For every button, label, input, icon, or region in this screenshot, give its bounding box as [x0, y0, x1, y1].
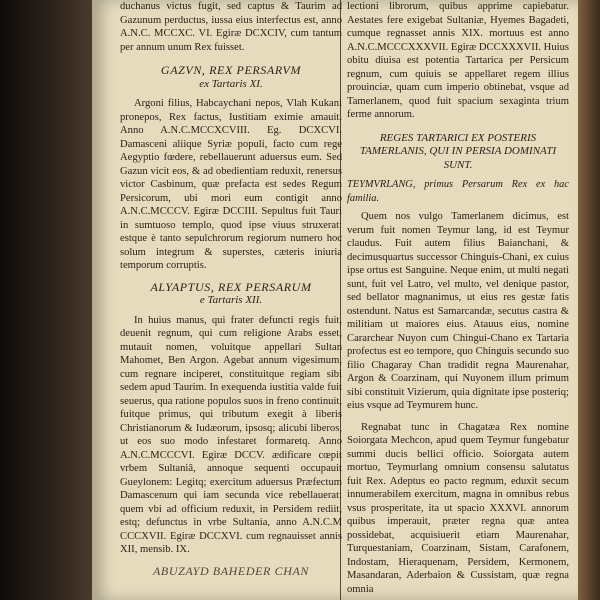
left-opening-text: duchanus victus fugit, sed captus & Taurim ad Gazunum perductus, iussa eius interfectus est, anno A.N.C. MCCXC. VI. Egiræ DCXCIV, cum tantum per annum unum Rex fuisset. [120, 1, 342, 53]
page-edge [578, 0, 600, 600]
subsection-title-teymurlang: TEYMVRLANG, primus Persarum Rex ex hac familia. [347, 179, 569, 204]
section-heading-alyaptus: ALYAPTUS, REX PERSARUM [150, 279, 312, 294]
section-subheading-gazun: ex Tartaris XI. [199, 77, 263, 90]
book-page [92, 0, 578, 600]
right-column [347, 0, 569, 600]
paragraph-teymurlang-2: Regnabat tunc in Chagatæa Rex nomine Soiorgata Mechcon, apud quem Teymur fungebatur summi ducis bellici officio. Soiorgata autem mortuo, Teymurlang omnium consensu salutatus fuit Rex. Adeptus eo pacto regnum, eduxit secum innumerabilem exercitum, magna in omnibus rebus vsus prosperitate, ita ut spacio XXXVI. annorum quibus imperauit, præter regna quæ antea possidebat, acquisiuerit etiam Maurenahar, Turquestaniam, Coarzinam, Sistam, Carafonem, Indostam, Hieraquenam, Persidem, Kermonem, Masandaran, Aderbaion & Cussistam, quæ regna omnia [347, 421, 569, 595]
section-heading-gazun: GAZVN, REX PERSARVM [160, 63, 302, 77]
section-subheading-alyaptus: e Tartaris XII. [199, 294, 263, 306]
right-opening-text: lectioni librorum, quibus apprime capiebatur. Aestates fere exigebat Sultaniæ, Hyemes Bagadeti, cumque regnasset annis XIX. mortuus est anno A.N.C.MCCCXXXVII. Egiræ DCCXXXVII. Huius obitu diuisa est potentia Tartarica per Persicum regnum, cum quiuis se appellaret regem illius prouinciæ, quam cum imperio obtinebat, vsque ad Tamerlanem, quod fuit spacium sexaginta trium ferme annorum. [347, 1, 569, 120]
partial-heading-abuzayd: ABUZAYD BAHEDER CHAN [153, 563, 309, 578]
section-heading-reges-tartarici: REGES TARTARICI EX POSTERIS TAMERLANIS, QUI IN PERSIA DOMINATI SUNT. [359, 131, 557, 171]
paragraph-alyaptus: In huius manus, qui frater defuncti regis fuit, deuenit regnum, qui cum religione Arabs esset, mutauit nomen, voluitque appellari Sultan Mahomet, Ben Argon. Agebat annum vigesimum, cum regnare inciperet, constituitque regiam sibi sedem apud Taurim. In exequenda iustitia valde fuit seuerus, qua ratione populos suos in freno continuit, fuitque primus, qui tributum exegit à liberis Christianorum & Iudæorum, ipsosq; alicubi liberos, ut eos suo modo infestaret formaretq. Anno A.N.C.MCCCVI. Egiræ DCCV. ædificare cœpit vrbem Sultaniâ, annoque sequenti occupauit Gueylonem: Legitq; exercitum aduersus Præfectum Damascenum qui iam secunda vice rebellauerat: quem vbi ad officium reduxit, in Persidem rediit, estq; defunctus in vrbe Sultania, anno A.N.C.M CCCXVII. Egiræ DCCXVI. cum regnauisset annis XII, mensib. IX. [120, 314, 342, 555]
left-column [120, 0, 342, 578]
book-gutter-shadow [0, 0, 92, 600]
paragraph-gazun: Argoni filius, Habcaychani nepos, Vlah Kukani pronepos, Rex factus, Iustitiam eximie amauit. Anno A.N.C.MCCXCVIII. Eg. DCXCVI. Damasceni aliique Syriæ populi, facto cum rege Aegyptio fœdere, rebellauerunt aduersus eum. Sed Gazun vicit eos, & ad obedientiam reduxit, renersus victor Casbinum, quæ prefacta est sedes Regum Persicorum, ubi mori eum contigit anno A.N.C.MCCCV. Egiræ DCCIII. Sepultus fuit Tauri in sumtuoso templo, quod ipse viuus struxerat: estque è tanto sepulchrorum regiorum numero hoc solum integrum & superstes, cæteris iniuria temporum corruptis. [120, 98, 342, 271]
paragraph-teymurlang-1: Quem nos vulgo Tamerlanem dicimus, est verum fuit nomen Teymur lang, id est Teymur claudus. Fuit autem filius Baianchani, & decimusquartus successor Chinguis-Chani, ex cuius ipse ortus est Sanguine. Neque enim, ut multi negati sunt, fuit vel Latro, vel multo, vel denique pastor, sed bellator magnanimus, ut eius res gestæ fatis ostendunt. Natus est Samarcandæ, secutus castra & militiam ut maiores eius. Atauus eius, nomine Cararchear Nuyon cum Chingui-Chano ex Tartaria profectus est eo tempore, quo Chinguis secundo suo filio Chagaray Chan tradidit regna Maurenahar, Argon & Coarzinam, qui Nuyonem illum primum sibi constituit Vizierum, quia dignitate ipse posteriq; eius vsque ad Teymurem hunc. [347, 211, 569, 411]
